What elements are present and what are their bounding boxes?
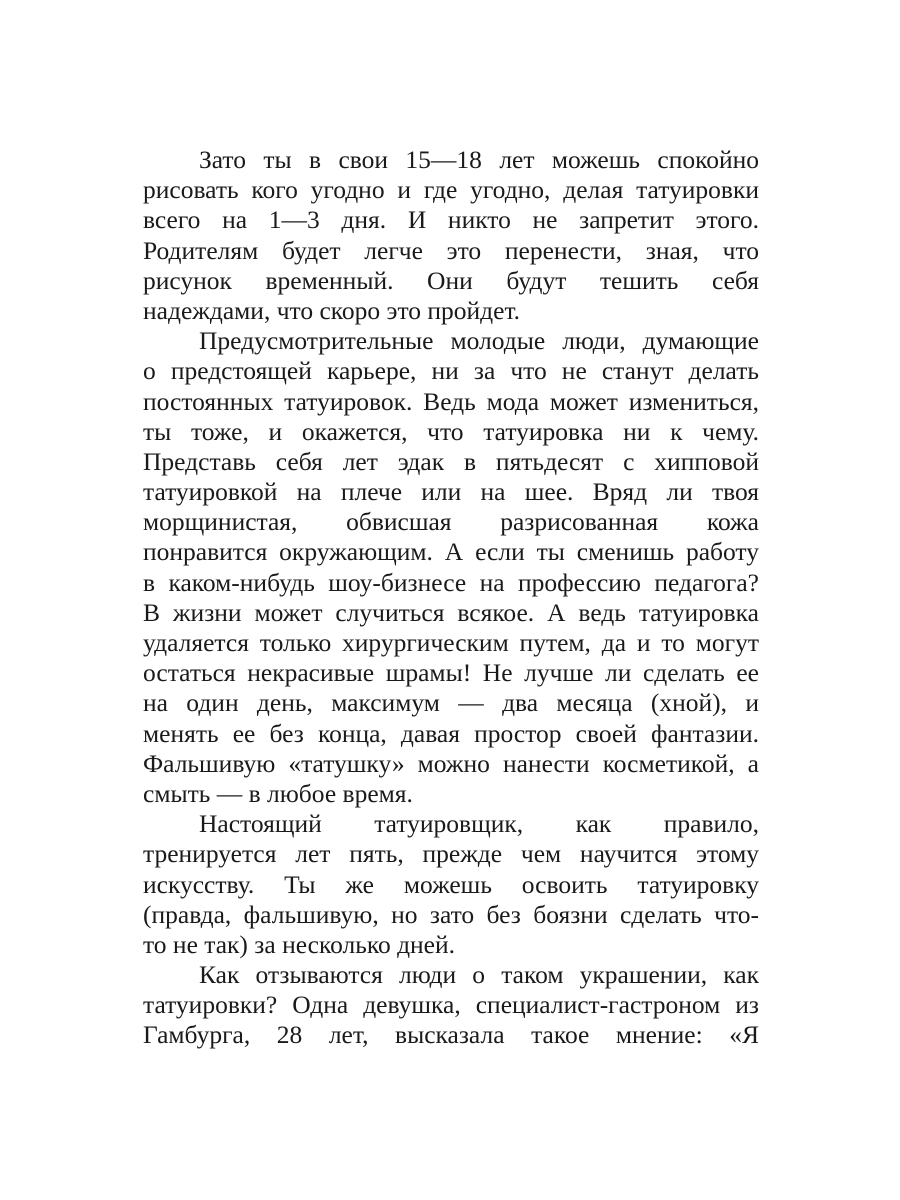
text-line: искусству. Ты же можешь освоить татуировку bbox=[143, 869, 759, 899]
text-line: тренируется лет пять, прежде чем научится этому bbox=[143, 839, 759, 869]
text-line: Фальшивую «татушку» можно нанести косметикой, а bbox=[143, 748, 759, 778]
text-line: всего на 1—3 дня. И никто не запретит этого. bbox=[143, 205, 759, 235]
text-line: Зато ты в свои 15—18 лет можешь спокойно bbox=[199, 145, 759, 174]
text-line: понравится окружающим. А если ты сменишь работу bbox=[143, 537, 759, 567]
text-line: рисунок временный. Они будут тешить себя bbox=[143, 265, 759, 295]
text-line: ты тоже, и окажется, что татуировка ни к чему. bbox=[143, 416, 759, 446]
text-line: то не так) за несколько дней. bbox=[143, 929, 456, 959]
text-line: остаться некрасивые шрамы! Не лучше ли сделать ее bbox=[143, 658, 759, 688]
paragraph-1 bbox=[143, 145, 759, 326]
text-line: Предусмотрительные молодые люди, думающие bbox=[199, 326, 759, 356]
text-line: морщинистая, обвисшая разрисованная кожа bbox=[143, 507, 759, 537]
text-line: смыть — в любое время. bbox=[143, 778, 413, 808]
text-line: на один день, максимум — два месяца (хной), и bbox=[143, 688, 759, 718]
text-line: рисовать кого угодно и где угодно, делая татуировки bbox=[143, 175, 759, 205]
text-line: о предстоящей карьере, ни за что не станут делать bbox=[143, 356, 759, 386]
text-line: менять ее без конца, давая простор своей фантазии. bbox=[143, 718, 759, 748]
text-line: надеждами, что скоро это пройдет. bbox=[143, 295, 521, 325]
paragraph-3 bbox=[143, 809, 759, 960]
text-line: татуировкой на плече или на шее. Вряд ли твоя bbox=[143, 477, 759, 507]
text-line: Родителям будет легче это перенести, зная, что bbox=[143, 235, 759, 265]
text-line: удаляется только хирургическим путем, да и то могут bbox=[143, 628, 759, 657]
text-line: Как отзываются люди о таком украшении, как bbox=[199, 960, 759, 990]
text-line: Настоящий татуировщик, как правило, bbox=[199, 809, 759, 839]
text-line: Представь себя лет эдак в пятьдесят с хипповой bbox=[143, 446, 759, 476]
text-line: Гамбурга, 28 лет, высказала такое мнение: «Я bbox=[143, 1020, 759, 1050]
text-line: постоянных татуировок. Ведь мода может измениться, bbox=[143, 386, 759, 416]
text-line: в каком-нибудь шоу-бизнесе на профессию педагога? bbox=[143, 567, 759, 597]
page-body bbox=[143, 145, 759, 1051]
text-line: В жизни может случиться всякое. А ведь татуировка bbox=[143, 597, 759, 627]
paragraph-2 bbox=[143, 326, 759, 809]
text-line: (правда, фальшивую, но зато без боязни сделать что- bbox=[143, 899, 759, 929]
paragraph-4 bbox=[143, 960, 759, 1051]
text-line: татуировки? Одна девушка, специалист-гастроном из bbox=[143, 990, 759, 1020]
